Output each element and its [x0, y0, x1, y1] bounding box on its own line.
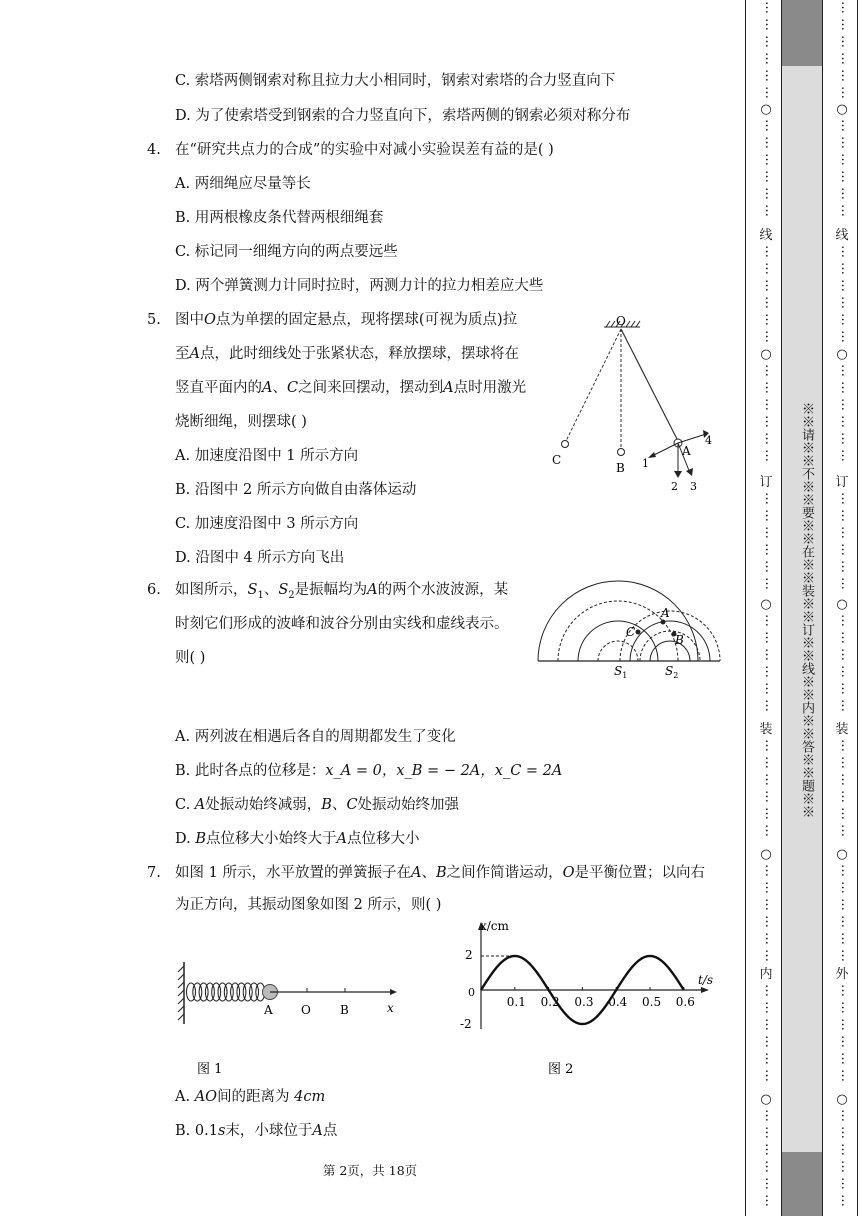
- label-a: A: [264, 1003, 273, 1017]
- binding-dots: …: [838, 1052, 853, 1065]
- binding-label: 装: [759, 722, 773, 737]
- q3-option-c: C. 索塔两侧钢索对称且拉力大小相同时，钢索对索塔的合力竖直向下: [175, 73, 616, 89]
- binding-dots: …: [838, 136, 853, 149]
- q6-option-d: D. B点位移大小始终大于A点位移大小: [175, 831, 420, 847]
- q5-option-b: B. 沿图中 2 所示方向做自由落体运动: [175, 482, 417, 498]
- binding-dots: …: [838, 915, 853, 928]
- binding-dots: …: [838, 543, 853, 556]
- binding-dots: …: [838, 577, 853, 590]
- pendulum-figure: [540, 310, 730, 495]
- binding-dots: …: [762, 665, 777, 678]
- q7-option-a: A. AO间的距离为 4cm: [175, 1089, 326, 1105]
- binding-dots: …: [838, 119, 853, 132]
- binding-circle: ○: [836, 847, 848, 862]
- q7-number: 7.: [147, 865, 161, 881]
- q5-option-d: D. 沿图中 4 所示方向飞出: [175, 550, 345, 566]
- binding-dots: …: [762, 364, 777, 377]
- binding-dots: …: [838, 153, 853, 166]
- binding-dots: …: [762, 52, 777, 65]
- binding-circle: ○: [760, 102, 772, 117]
- binding-label: 订: [759, 475, 773, 490]
- binding-dots: …: [762, 1001, 777, 1014]
- binding-dots: …: [762, 1018, 777, 1031]
- binding-dots: …: [762, 648, 777, 661]
- binding-dots: …: [762, 560, 777, 573]
- y-tick-2: 2: [465, 948, 473, 962]
- binding-dots: …: [762, 136, 777, 149]
- wave-interference-figure: [530, 572, 730, 687]
- binding-dots: …: [838, 398, 853, 411]
- binding-dots: …: [762, 739, 777, 752]
- binding-dots: …: [838, 509, 853, 522]
- q7-stem-line2: 为正方向，其振动图象如图 2 所示，则( ): [175, 897, 442, 913]
- binding-dots: …: [838, 381, 853, 394]
- binding-dots: …: [838, 1001, 853, 1014]
- binding-dots: …: [762, 526, 777, 539]
- binding-dots: …: [838, 699, 853, 712]
- q5-option-c: C. 加速度沿图中 3 所示方向: [175, 516, 359, 532]
- arrow-4: [678, 434, 706, 443]
- binding-circle: ○: [760, 847, 772, 862]
- wall-hatch: [178, 966, 184, 1020]
- inner-seal-column: [756, 0, 776, 1216]
- binding-dots: …: [762, 949, 777, 962]
- string-a: [621, 329, 678, 441]
- arrow-2-head: [674, 471, 682, 478]
- binding-dots: …: [762, 509, 777, 522]
- binding-dots: …: [762, 153, 777, 166]
- binding-circle: ○: [760, 1092, 772, 1107]
- direction-2-label: 2: [671, 480, 678, 493]
- binding-dots: …: [838, 807, 853, 820]
- point-a-label: A: [661, 606, 670, 620]
- binding-dots: …: [838, 1194, 853, 1207]
- binding-circle: ○: [836, 102, 848, 117]
- binding-label: 内: [759, 967, 773, 982]
- binding-dots: …: [838, 449, 853, 462]
- binding-dots: …: [838, 614, 853, 627]
- binding-label: 线: [835, 228, 849, 243]
- binding-dots: …: [762, 881, 777, 894]
- binding-dots: …: [838, 52, 853, 65]
- binding-dots: …: [838, 1109, 853, 1122]
- y-axis-label: x/cm: [480, 919, 509, 933]
- binding-dots: …: [762, 773, 777, 786]
- binding-dots: …: [762, 984, 777, 997]
- point-a-dot: [661, 620, 666, 625]
- binding-dots: …: [762, 279, 777, 292]
- binding-dots: …: [838, 790, 853, 803]
- q6-stem-line3: 则( ): [175, 650, 206, 666]
- binding-circle: ○: [760, 597, 772, 612]
- x-axis-arrowhead: [390, 989, 397, 995]
- binding-dots: …: [838, 262, 853, 275]
- binding-dots: …: [838, 364, 853, 377]
- binding-dots: …: [838, 984, 853, 997]
- binding-dark-bottom: [782, 1152, 822, 1216]
- binding-dots: …: [838, 1069, 853, 1082]
- binding-circle: ○: [836, 1092, 848, 1107]
- s1-trough-inner: [598, 641, 638, 661]
- q4-number: 4.: [147, 142, 161, 158]
- binding-dots: …: [762, 932, 777, 945]
- binding-dots: …: [838, 432, 853, 445]
- binding-dots: …: [762, 245, 777, 258]
- s2-crest-inner: [650, 641, 690, 661]
- point-a-label: A: [682, 444, 691, 458]
- binding-dots: …: [762, 119, 777, 132]
- binding-dots: …: [762, 262, 777, 275]
- binding-dots: …: [762, 682, 777, 695]
- t-tick-label: 0.5: [642, 995, 662, 1009]
- arrow-3-head: [686, 468, 693, 476]
- binding-dots: …: [762, 1069, 777, 1082]
- q5-option-a: A. 加速度沿图中 1 所示方向: [175, 448, 359, 464]
- label-b: B: [340, 1003, 349, 1017]
- label-x: x: [387, 1001, 394, 1015]
- binding-dots: …: [762, 577, 777, 590]
- vibration-graph: [448, 914, 720, 1082]
- no-answer-warning: ※※请※※不※※要※※在※※装※※订※※线※※内※※答※※题※※: [799, 402, 814, 818]
- figure2-caption: 图 2: [548, 1062, 574, 1077]
- binding-dots: …: [762, 86, 777, 99]
- binding-dots: …: [838, 682, 853, 695]
- binding-dots: …: [762, 415, 777, 428]
- binding-dots: …: [838, 932, 853, 945]
- binding-dots: …: [762, 631, 777, 644]
- binding-dots: …: [838, 1, 853, 14]
- binding-dots: …: [762, 1177, 777, 1190]
- t-tick-label: 0.2: [540, 995, 560, 1009]
- q6-option-c: C. A处振动始终减弱，B、C处振动始终加强: [175, 797, 460, 813]
- binding-dots: …: [838, 1018, 853, 1031]
- binding-dots: …: [838, 756, 853, 769]
- point-c-dot: [636, 630, 641, 635]
- binding-dots: …: [838, 245, 853, 258]
- q7-option-b: B. 0.1s末，小球位于A点: [175, 1123, 338, 1139]
- q6-stem-line2: 时刻它们形成的波峰和波谷分别由实线和虚线表示。: [175, 616, 509, 632]
- binding-dots: …: [838, 279, 853, 292]
- direction-3-label: 3: [690, 480, 697, 493]
- binding-dots: …: [838, 526, 853, 539]
- binding-dots: …: [838, 86, 853, 99]
- ball-position-c: [562, 441, 569, 448]
- binding-dots: …: [838, 1143, 853, 1156]
- point-b-label: B: [616, 461, 625, 475]
- page-footer: 第 2页，共 18页: [322, 1163, 418, 1178]
- q6-stem-line1: 如图所示，$S_1$、$S_2$是振幅均为A的两个水波波源，某: [175, 582, 509, 601]
- binding-dots: …: [762, 330, 777, 343]
- dashed-string-c: [566, 329, 621, 441]
- binding-dots: …: [762, 543, 777, 556]
- arrow-1-head: [648, 452, 656, 458]
- binding-dots: …: [762, 35, 777, 48]
- binding-dots: …: [838, 1126, 853, 1139]
- spring-oscillator-figure: [175, 952, 405, 1082]
- binding-dots: …: [762, 492, 777, 505]
- binding-dots: …: [838, 739, 853, 752]
- q5-stem-line1: 图中O点为单摆的固定悬点，现将摆球(可视为质点)拉: [175, 312, 518, 328]
- binding-dots: …: [838, 296, 853, 309]
- binding-dots: …: [762, 1035, 777, 1048]
- binding-dots: …: [838, 330, 853, 343]
- binding-dots: …: [762, 1, 777, 14]
- binding-dots: …: [762, 204, 777, 217]
- binding-dots: …: [762, 69, 777, 82]
- binding-dots: …: [762, 296, 777, 309]
- figure1-caption: 图 1: [197, 1062, 223, 1077]
- binding-label: 装: [835, 722, 849, 737]
- binding-dots: …: [838, 648, 853, 661]
- origin-label: 0: [468, 986, 475, 999]
- t-axis-label: t/s: [698, 973, 714, 987]
- q3-option-d: D. 为了使索塔受到钢索的合力竖直向下，索塔两侧的钢索必须对称分布: [175, 108, 631, 124]
- q4-stem: 在“研究共点力的合成”的实验中对减小实验误差有益的是( ): [175, 142, 554, 158]
- binding-dots: …: [762, 898, 777, 911]
- binding-dots: …: [838, 1035, 853, 1048]
- t-tick-label: 0.4: [608, 995, 628, 1009]
- binding-dots: …: [762, 1126, 777, 1139]
- binding-dots: …: [838, 824, 853, 837]
- point-b-label: B: [675, 633, 684, 647]
- binding-dots: …: [762, 807, 777, 820]
- binding-dots: …: [762, 432, 777, 445]
- binding-dots: …: [838, 313, 853, 326]
- binding-dots: …: [762, 187, 777, 200]
- q4-option-b: B. 用两根橡皮条代替两根细绳套: [175, 210, 384, 226]
- point-c-label: C: [626, 625, 636, 639]
- binding-dots: …: [838, 204, 853, 217]
- q6-number: 6.: [147, 582, 161, 598]
- binding-dark-top: [782, 0, 822, 66]
- binding-label: 外: [835, 967, 849, 982]
- binding-circle: ○: [760, 347, 772, 362]
- q4-option-c: C. 标记同一细绳方向的两点要远些: [175, 244, 398, 260]
- q6-option-b: B. 此时各点的位移是：x_A = 0，x_B = − 2A，x_C = 2A: [175, 763, 563, 779]
- binding-dots: …: [838, 560, 853, 573]
- binding-dots: …: [838, 864, 853, 877]
- binding-dots: …: [838, 1177, 853, 1190]
- label-o: O: [301, 1003, 311, 1017]
- binding-dots: …: [762, 614, 777, 627]
- t-tick-label: 0.1: [506, 995, 526, 1009]
- binding-dots: …: [838, 18, 853, 31]
- binding-dots: …: [762, 1143, 777, 1156]
- direction-1-label: 1: [642, 457, 649, 470]
- binding-dots: …: [762, 790, 777, 803]
- binding-circle: ○: [836, 347, 848, 362]
- source-s2-label: $S_2$: [665, 664, 679, 680]
- binding-dots: …: [762, 1194, 777, 1207]
- binding-dots: …: [762, 1160, 777, 1173]
- s1-trough-outer: [558, 601, 678, 661]
- binding-dots: …: [762, 398, 777, 411]
- q5-stem-line3: 竖直平面内的A、C之间来回摆动，摆动到A点时用激光: [175, 380, 527, 396]
- binding-dots: …: [838, 898, 853, 911]
- binding-dots: …: [762, 864, 777, 877]
- direction-4-label: 4: [705, 434, 712, 447]
- binding-dots: …: [762, 449, 777, 462]
- binding-label: 订: [835, 475, 849, 490]
- q5-stem-line4: 烧断细绳，则摆球( ): [175, 414, 307, 430]
- binding-dots: …: [838, 881, 853, 894]
- binding-dots: …: [838, 415, 853, 428]
- q4-option-d: D. 两个弹簧测力计同时拉时，两测力计的拉力相差应大些: [175, 278, 544, 294]
- t-tick-label: 0.3: [574, 995, 594, 1009]
- source-s1-label: $S_1$: [614, 664, 628, 680]
- binding-dots: …: [762, 1109, 777, 1122]
- t-tick-label: 0.6: [675, 995, 695, 1009]
- binding-dots: …: [762, 18, 777, 31]
- pivot-label: O: [616, 314, 626, 328]
- binding-dots: …: [762, 915, 777, 928]
- binding-dots: …: [838, 69, 853, 82]
- binding-label: 线: [759, 228, 773, 243]
- q5-stem-line2: 至A点，此时细线处于张紧状态，释放摆球，摆球将在: [175, 346, 519, 362]
- q6-option-a: A. 两列波在相遇后各自的周期都发生了变化: [175, 729, 456, 745]
- binding-dots: …: [762, 313, 777, 326]
- binding-dots: …: [838, 631, 853, 644]
- binding-dots: …: [838, 1160, 853, 1173]
- q7-stem-line1: 如图 1 所示，水平放置的弹簧振子在A、B之间作简谐运动，O是平衡位置；以向右: [175, 865, 705, 881]
- spring: [187, 983, 265, 1001]
- binding-dots: …: [838, 35, 853, 48]
- outer-seal-column: [832, 0, 852, 1216]
- binding-circle: ○: [836, 597, 848, 612]
- binding-dots: …: [762, 381, 777, 394]
- binding-dots: …: [838, 170, 853, 183]
- q5-number: 5.: [147, 312, 161, 328]
- binding-dots: …: [762, 1052, 777, 1065]
- binding-dots: …: [762, 756, 777, 769]
- binding-dots: …: [838, 665, 853, 678]
- t-axis-arrowhead: [701, 987, 709, 993]
- y-tick-neg-2: -2: [460, 1017, 472, 1031]
- binding-dots: …: [838, 949, 853, 962]
- binding-dots: …: [838, 187, 853, 200]
- ball-position-b: [618, 449, 625, 456]
- binding-dots: …: [838, 773, 853, 786]
- binding-dots: …: [838, 492, 853, 505]
- binding-dots: …: [762, 170, 777, 183]
- point-c-label: C: [552, 453, 562, 467]
- binding-dots: …: [762, 824, 777, 837]
- q4-option-a: A. 两细绳应尽量等长: [175, 176, 311, 192]
- binding-dots: …: [762, 699, 777, 712]
